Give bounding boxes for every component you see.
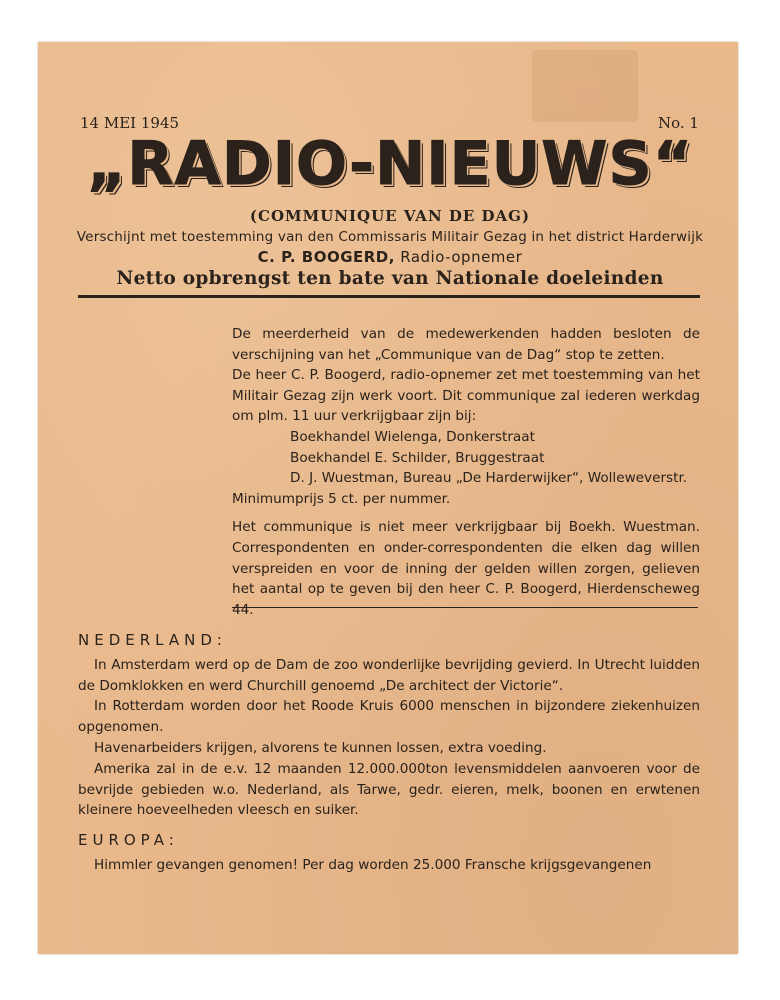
publisher-role: Radio-opnemer <box>400 248 523 266</box>
news-item: In Rotterdam worden door het Roode Kruis 6000 menschen in bijzondere ziekenhuizen opgenomen. <box>78 698 700 736</box>
section-nederland <box>78 630 700 821</box>
intro-paragraph: De meerderheid van de medewerkenden hadden besloten de verschijning van het „Communique van de Dag“ stop te zetten. <box>232 326 700 363</box>
tagline: Netto opbrengst ten bate van Nationale doeleinden <box>116 268 664 289</box>
issue-number: No. 1 <box>658 114 699 132</box>
shop-item: Boekhandel E. Schilder, Bruggestraat <box>290 449 545 466</box>
permission-line: Verschijnt met toestemming van den Commissaris Militair Gezag in het district Harderwijk <box>76 229 704 245</box>
intro-notice <box>232 324 700 620</box>
news-item: In Amsterdam werd op de Dam de zoo wonderlijke bevrijding gevierd. In Utrecht luidden de Domklokken en werd Churchill genoemd „De architect der Victorie“. <box>78 656 700 694</box>
intro-paragraph: Het communique is niet meer verkrijgbaar bij Boekh. Wuestman. Correspondenten en onder-correspondenten die elken dag willen verspreiden en voor de inning der gelden willen zorgen, gelieven het aantal op te geven bij den heer C. P. Boogerd, Hierdenscheweg 44. <box>232 519 700 618</box>
publisher-name: C. P. BOOGERD, <box>257 248 395 266</box>
section-europa <box>78 830 700 876</box>
news-item: Havenarbeiders krijgen, alvorens te kunnen lossen, extra voeding. <box>94 739 547 756</box>
news-item: Amerika zal in de e.v. 12 maanden 12.000.000ton levensmiddelen aanvoeren voor de bevrijde gebieden w.o. Nederland, als Tarwe, gedr. eieren, melk, boonen en erwtenen kleinere hoeveelheden vleesch en suiker. <box>78 760 700 819</box>
masthead-subtitle: (COMMUNIQUE VAN DE DAG) <box>249 207 531 225</box>
masthead-title: „RADIO-NIEUWS“ <box>86 129 694 199</box>
price-line: Minimumprijs 5 ct. per nummer. <box>232 490 451 507</box>
intro-paragraph: De heer C. P. Boogerd, radio-opnemer zet met toestemming van het Militair Gezag zijn werk voort. Dit communique zal iederen werkdag om plm. 11 uur verkrijgbaar zijn bij: <box>232 367 700 425</box>
paper-stain <box>532 50 638 122</box>
shop-item: D. J. Wuestman, Bureau „De Harderwijker“, Wolleweverstr. <box>290 470 688 487</box>
news-item: Himmler gevangen genomen! Per dag worden 25.000 Fransche krijgsgevangenen <box>94 856 652 873</box>
publisher-line <box>0 248 780 266</box>
section-divider <box>232 607 698 608</box>
shop-item: Boekhandel Wielenga, Donkerstraat <box>290 428 535 445</box>
section-heading: EUROPA: <box>78 831 179 849</box>
header-divider <box>78 295 700 298</box>
section-heading: NEDERLAND: <box>78 631 227 649</box>
issue-date: 14 MEI 1945 <box>80 114 180 132</box>
shop-list <box>290 427 700 489</box>
